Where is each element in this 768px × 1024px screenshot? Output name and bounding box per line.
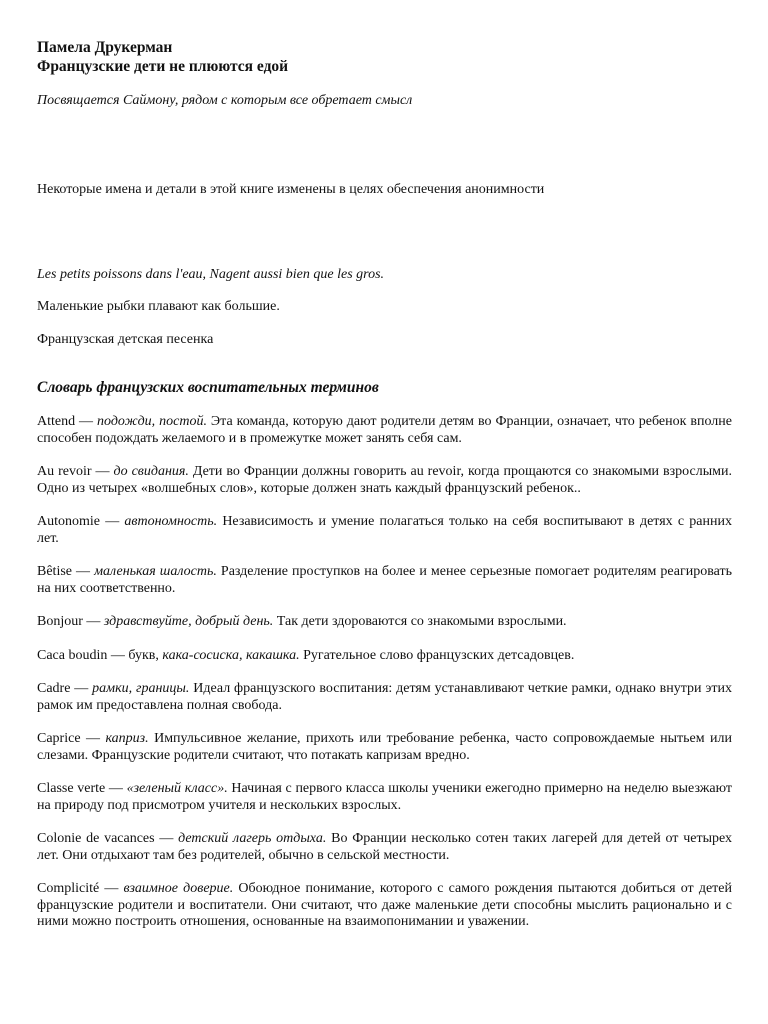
entry-term: Classe verte — <box>37 781 127 796</box>
entry-translation: до свидания. <box>113 464 189 479</box>
entry-translation: маленькая шалость. <box>94 564 217 579</box>
glossary-entry <box>37 881 732 931</box>
entry-description: Эта команда, которую дают родители детям во Франции, означает, что ребенок вполне способен подождать желаемого и в промежутке может занять себя сам. <box>37 414 732 446</box>
entry-term: Bêtise — <box>37 564 95 579</box>
entry-description: Дети во Франции должны говорить au revoir, когда прощаются со знакомыми взрослыми. Одно из четырех «волшебных слов», которые должен знать каждый французский ребенок.. <box>37 464 732 496</box>
glossary-entry <box>37 564 732 597</box>
dedication: Посвящается Саймону, рядом с которым все обретает смысл <box>37 93 413 108</box>
glossary-entry <box>37 681 732 714</box>
entry-translation: «зеленый класс». <box>126 781 228 796</box>
entry-translation: подожди, постой. <box>97 414 207 429</box>
book-title: Французские дети не плюются едой <box>37 58 289 75</box>
entry-translation: здравствуйте, добрый день. <box>103 614 274 629</box>
entry-description: Импульсивное желание, прихоть или требование ребенка, часто сопровождаемые нытьем или слезами. Французские родители считают, что потакать капризам вредно. <box>37 731 732 763</box>
entry-translation: автономность. <box>124 514 218 529</box>
glossary-entry <box>37 614 732 631</box>
entry-translation: рамки, границы. <box>92 681 190 696</box>
entry-term: Cadre — <box>37 681 93 696</box>
entry-term: Complicité — <box>37 881 124 896</box>
entry-description: Разделение проступков на более и менее серьезные помогает родителям реагировать на них соответственно. <box>37 564 732 596</box>
entry-translation: взаимное доверие. <box>123 881 234 896</box>
entry-translation: детский лагерь отдыха. <box>178 831 327 846</box>
entry-term: Caprice — <box>37 731 106 746</box>
entry-term: Colonie de vacances — <box>37 831 179 846</box>
entry-description: Начиная с первого класса школы ученики ежегодно примерно на неделю выезжают на природу под присмотром учителя и нескольких взрослых. <box>37 781 732 813</box>
book-author: Памела Друкерман <box>37 39 173 56</box>
glossary-entry <box>37 731 732 764</box>
entry-term: Attend — <box>37 414 98 429</box>
entry-translation: каприз. <box>105 731 149 746</box>
entry-description: Независимость и умение полагаться только на себя воспитывают в детях с ранних лет. <box>37 514 732 546</box>
entry-description: Обоюдное понимание, которого с самого рождения пытаются добиться от детей французские родители и воспитатели. Они считают, что даже маленькие дети способны мыслить рационально и с ними можно построить отношения, основанные на взаимопонимании и уважении. <box>37 881 732 929</box>
entry-description: Так дети здороваются со знакомыми взрослыми. <box>273 614 567 629</box>
entry-term: Au revoir — <box>37 464 114 479</box>
epigraph-russian: Маленькие рыбки плавают как большие. <box>37 299 280 314</box>
glossary-heading: Словарь французских воспитательных терминов <box>37 379 379 396</box>
glossary-entry <box>37 514 732 547</box>
glossary-entry <box>37 831 732 864</box>
entry-term: Autonomie — <box>37 514 125 529</box>
anonymity-note: Некоторые имена и детали в этой книге изменены в целях обеспечения анонимности <box>37 182 545 197</box>
epigraph-source: Французская детская песенка <box>37 332 214 347</box>
entry-term: Caca boudin — <box>37 647 129 663</box>
entry-description: Во Франции несколько сотен таких лагерей для детей от четырех лет. Они отдыхают там без родителей, обычно в сельской местности. <box>37 831 732 863</box>
glossary-entries <box>37 414 732 931</box>
entry-term: Bonjour — <box>37 614 104 629</box>
glossary-entry <box>37 414 732 447</box>
entry-description: букв, кака-сосиска, какашка. Ругательное слово французских детсадовцев. <box>128 647 575 663</box>
glossary-entry <box>37 781 732 814</box>
entry-description: Идеал французского воспитания: детям устанавливают четкие рамки, однако внутри этих рамок им предоставлена полная свобода. <box>37 681 732 713</box>
epigraph-french: Les petits poissons dans l'eau, Nagent aussi bien que les gros. <box>37 267 385 282</box>
glossary-entry <box>37 648 732 665</box>
glossary-entry <box>37 464 732 497</box>
